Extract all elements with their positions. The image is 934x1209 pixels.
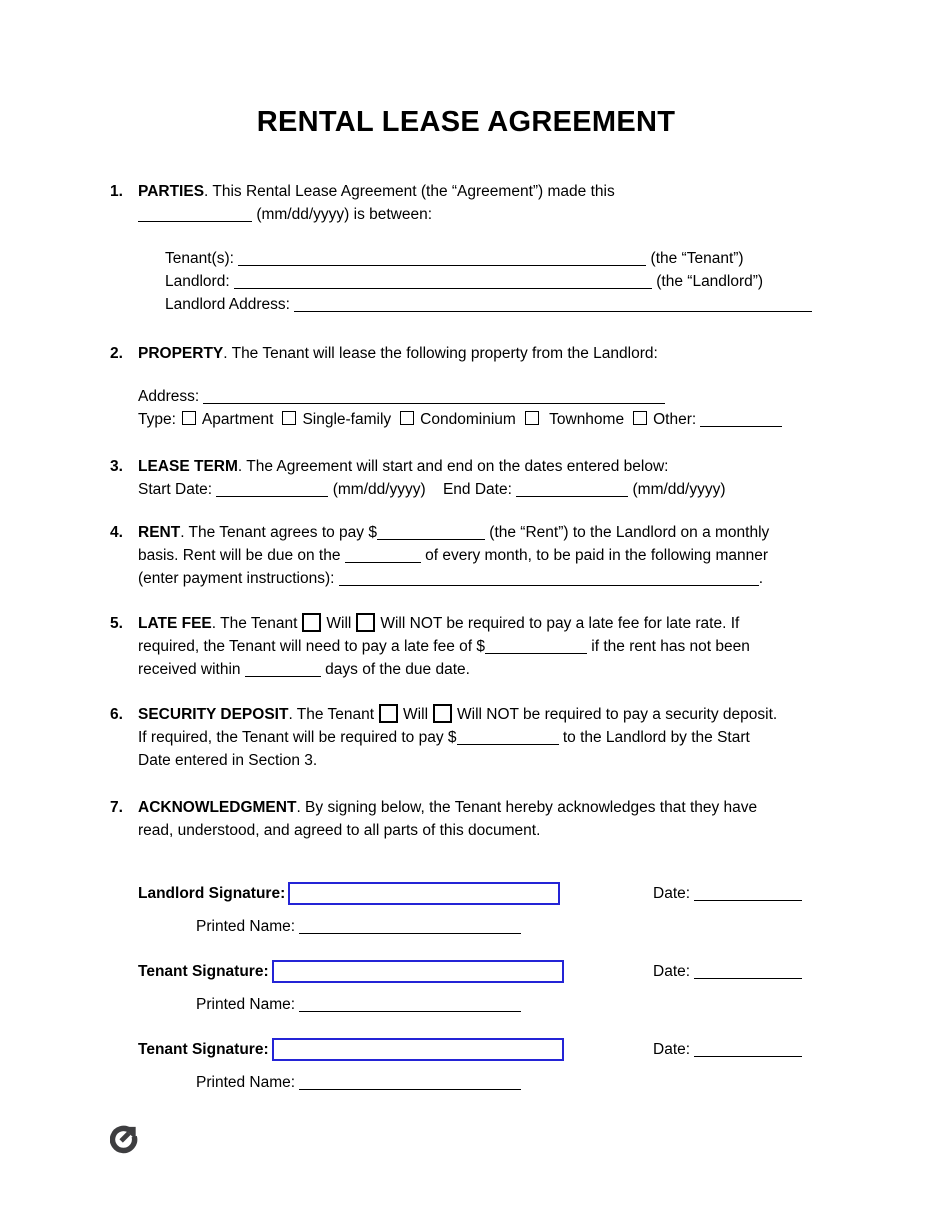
landlord-date-blank — [694, 886, 802, 901]
payment-instructions-blank — [339, 571, 759, 586]
section-text: (mm/dd/yyyy) is between: — [256, 206, 433, 223]
type-option-label: Townhome — [549, 411, 625, 428]
tenant-name-blank — [238, 251, 646, 266]
type-label: Type: — [138, 411, 176, 428]
section-text: basis. Rent will be due on the — [138, 547, 341, 564]
checkbox-deposit-will[interactable] — [379, 704, 398, 723]
section-number: 7. — [110, 799, 123, 816]
type-option-label: Condominium — [420, 411, 516, 428]
section-text: . The Tenant will lease the following property from the Landlord: — [223, 345, 658, 362]
section-text: of every month, to be paid in the following manner — [425, 547, 769, 564]
printed-name-label: Printed Name: — [196, 918, 296, 935]
tenant-date-blank-1 — [694, 964, 802, 979]
section-text: . This Rental Lease Agreement (the “Agreement”) made this — [204, 183, 615, 200]
section-text: Date entered in Section 3. — [138, 752, 318, 769]
date-format-hint: (mm/dd/yyyy) — [632, 481, 726, 498]
section-text: . By signing below, the Tenant hereby acknowledges that they have — [296, 799, 758, 816]
checkbox-deposit-will-not[interactable] — [433, 704, 452, 723]
tenant-signature-field-2[interactable] — [272, 1038, 564, 1061]
checkbox-townhome[interactable] — [525, 411, 539, 425]
section-text: required, the Tenant will need to pay a late fee of $ — [138, 638, 485, 655]
section-heading: LEASE TERM — [138, 458, 238, 475]
section-text: days of the due date. — [325, 661, 470, 678]
checkbox-apartment[interactable] — [182, 411, 196, 425]
late-fee-amount-blank — [485, 639, 587, 654]
start-date-blank — [216, 482, 328, 497]
landlord-printed-name-blank — [299, 919, 521, 934]
landlord-signature-row — [138, 882, 822, 905]
landlord-label: Landlord: — [165, 273, 230, 290]
landlord-signature-field[interactable] — [288, 882, 560, 905]
section-number: 6. — [110, 706, 123, 723]
tenant-suffix: (the “Tenant”) — [650, 250, 744, 267]
page-title: RENTAL LEASE AGREEMENT — [256, 106, 676, 138]
section-security-deposit — [110, 703, 822, 772]
section-text: Will NOT be required to pay a late fee for late rate. If — [380, 615, 740, 632]
section-heading: PROPERTY — [138, 345, 224, 362]
signature-area — [110, 882, 822, 1094]
rent-amount-blank — [377, 525, 485, 540]
section-text: . The Tenant — [288, 706, 375, 723]
section-number: 3. — [110, 458, 123, 475]
tenant-signature-label: Tenant Signature: — [138, 963, 269, 980]
section-text: . The Tenant — [211, 615, 298, 632]
section-text: . The Agreement will start and end on the dates entered below: — [237, 458, 669, 475]
checkbox-condominium[interactable] — [400, 411, 414, 425]
section-text: read, understood, and agreed to all parts of this document. — [138, 822, 541, 839]
type-option-label: Single-family — [302, 411, 392, 428]
will-label: Will — [326, 615, 352, 632]
section-text: to the Landlord by the Start — [562, 729, 750, 746]
checkbox-other[interactable] — [633, 411, 647, 425]
other-type-blank — [700, 412, 782, 427]
type-option-label: Apartment — [201, 411, 274, 428]
landlord-signature-label: Landlord Signature: — [138, 885, 286, 902]
section-text: If required, the Tenant will be required to pay $ — [138, 729, 457, 746]
tenant-label: Tenant(s): — [165, 250, 234, 267]
tenant-signature-row-1 — [138, 960, 822, 983]
due-day-blank — [345, 548, 421, 563]
parties-fields — [165, 247, 822, 316]
section-number: 4. — [110, 524, 123, 541]
section-property — [110, 342, 822, 431]
circular-arrow-logo-icon — [110, 1122, 141, 1155]
tenant-printed-name-blank-1 — [299, 997, 521, 1012]
section-heading: PARTIES — [138, 183, 205, 200]
section-text: if the rent has not been — [591, 638, 750, 655]
section-text: Will NOT be required to pay a security deposit. — [457, 706, 778, 723]
section-heading: RENT — [138, 524, 181, 541]
tenant-signature-label: Tenant Signature: — [138, 1041, 269, 1058]
date-label: Date: — [653, 1041, 691, 1058]
section-heading: SECURITY DEPOSIT — [138, 706, 289, 723]
section-acknowledgment — [110, 796, 822, 842]
section-number: 1. — [110, 183, 123, 200]
tenant-signature-field-1[interactable] — [272, 960, 564, 983]
end-date-label: End Date: — [442, 481, 512, 498]
landlord-address-label: Landlord Address: — [165, 296, 290, 313]
landlord-suffix: (the “Landlord”) — [656, 273, 764, 290]
start-date-label: Start Date: — [138, 481, 213, 498]
printed-name-label: Printed Name: — [196, 996, 296, 1013]
address-label: Address: — [138, 388, 200, 405]
section-late-fee — [110, 612, 822, 681]
date-label: Date: — [653, 885, 691, 902]
printed-name-label: Printed Name: — [196, 1074, 296, 1091]
other-label: Other: — [653, 411, 697, 428]
tenant-printed-name-blank-2 — [299, 1075, 521, 1090]
property-address-blank — [203, 389, 665, 404]
section-rent — [110, 521, 822, 590]
section-text: . — [758, 570, 764, 587]
section-lease-term — [110, 455, 822, 501]
section-text: (enter payment instructions): — [138, 570, 335, 587]
landlord-address-blank — [294, 297, 812, 312]
deposit-amount-blank — [457, 730, 559, 745]
section-text: (the “Rent”) to the Landlord on a monthly — [489, 524, 770, 541]
end-date-blank — [516, 482, 628, 497]
section-number: 2. — [110, 345, 123, 362]
agreement-date-blank — [138, 207, 252, 222]
date-label: Date: — [653, 963, 691, 980]
section-heading: ACKNOWLEDGMENT — [138, 799, 297, 816]
tenant-signature-row-2 — [138, 1038, 822, 1061]
late-fee-days-blank — [245, 662, 321, 677]
section-text: received within — [138, 661, 241, 678]
will-label: Will — [403, 706, 429, 723]
section-number: 5. — [110, 615, 123, 632]
checkbox-late-fee-will-not[interactable] — [356, 613, 375, 632]
landlord-name-blank — [234, 274, 652, 289]
checkbox-single-family[interactable] — [282, 411, 296, 425]
tenant-date-blank-2 — [694, 1042, 802, 1057]
checkbox-late-fee-will[interactable] — [302, 613, 321, 632]
section-parties — [110, 180, 822, 316]
section-text: . The Tenant agrees to pay $ — [180, 524, 377, 541]
date-format-hint: (mm/dd/yyyy) — [332, 481, 426, 498]
section-heading: LATE FEE — [138, 615, 212, 632]
